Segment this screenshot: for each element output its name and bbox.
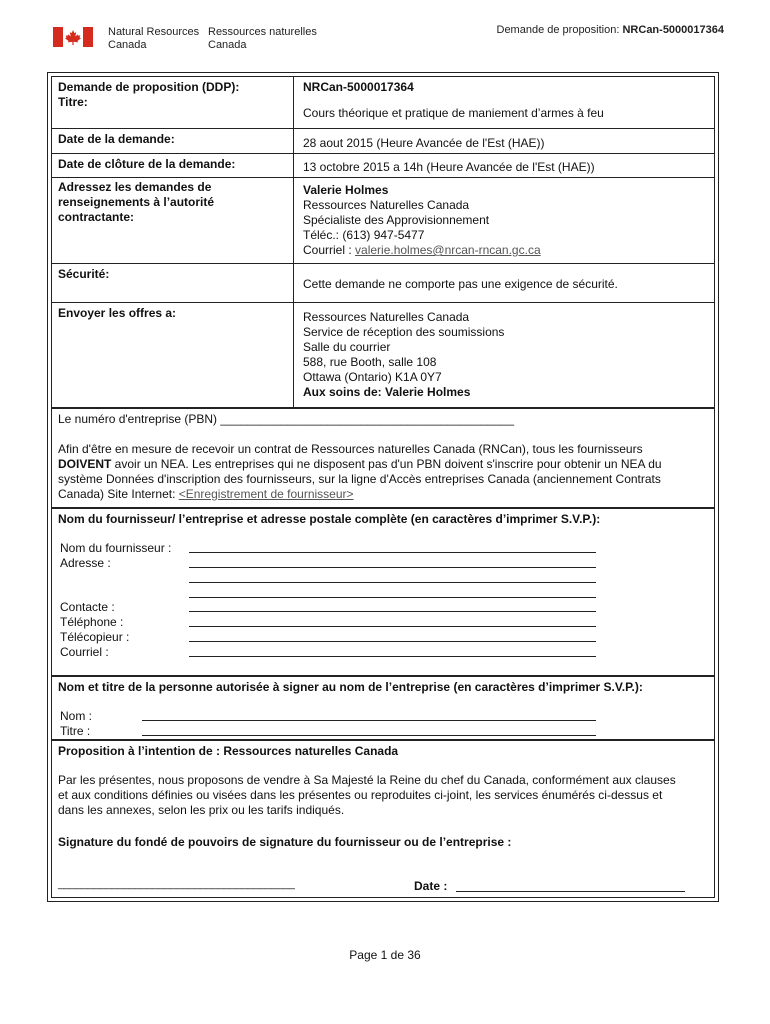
date-label: Date de la demande:: [58, 132, 175, 146]
closing-value: 13 octobre 2015 a 14h (Heure Avancée de l'Est (HAE)): [303, 160, 595, 174]
supplier-email-label: Courriel :: [60, 645, 109, 659]
signatory-title-field[interactable]: [142, 735, 596, 736]
supplier-phone-label: Téléphone :: [60, 615, 124, 629]
contact-label: Adressez les demandes de renseignements à l’autorité contractante:: [58, 180, 215, 224]
department-name-french: Ressources naturelles Canada: [208, 26, 317, 51]
supplier-phone-field[interactable]: [189, 626, 596, 627]
contact-email-link[interactable]: valerie.holmes@nrcan-rncan.gc.ca: [355, 243, 541, 257]
send-label: Envoyer les offres a:: [58, 306, 177, 320]
supplier-section: [51, 508, 715, 676]
signatory-title-label: Titre :: [60, 724, 91, 738]
supplier-contact-label: Contacte :: [60, 600, 115, 614]
supplier-fax-label: Télécopieur :: [60, 630, 130, 644]
supplier-name-field[interactable]: [189, 552, 596, 553]
proposal-heading: Proposition à l’intention de : Ressources naturelles Canada: [58, 744, 399, 758]
supplier-address-label: Adresse :: [60, 556, 111, 570]
pbn-section: [51, 408, 715, 508]
supplier-email-field[interactable]: [189, 656, 596, 657]
date-field-label: Date :: [414, 879, 448, 893]
signatory-name-label: Nom :: [60, 709, 93, 723]
send-address: Ressources Naturelles Canada Service de réception des soumissions Salle du courrier 588, rue Booth, salle 108 Ottawa (Ontario) K1A 0Y7 Aux soins de: Valerie Holmes: [303, 310, 505, 399]
supplier-registration-link[interactable]: <Enregistrement de fournisseur>: [178, 487, 354, 501]
date-field[interactable]: [456, 891, 685, 892]
ddp-value: NRCan-5000017364: [303, 80, 414, 94]
title-label: Titre:: [58, 95, 88, 109]
closing-label: Date de clôture de la demande:: [58, 157, 236, 171]
supplier-heading: Nom du fournisseur/ l’entreprise et adresse postale complète (en caractères d’imprimer S.V.P.):: [58, 512, 601, 526]
signature-field[interactable]: ________________________________________: [58, 878, 295, 890]
signatory-section: [51, 676, 715, 740]
contact-block: Valerie Holmes Ressources Naturelles Canada Spécialiste des Approvisionnement Téléc.: (613) 947-5477 Courriel : valerie.holmes@nrcan-rncan.gc.ca: [303, 183, 541, 257]
canada-flag-icon: [53, 27, 93, 47]
pbn-text: Afin d'être en mesure de recevoir un contrat de Ressources naturelles Canada (RNCan), tous les fournisseurs DOIVENT avoir un NEA. Les entreprises qui ne disposent pas d'un PBN doivent s'inscrire pour obtenir un NEA du système Données d'inscription des fournisseurs, sur la ligne d'Accès entreprises Canada (anciennement Contrats Canada) Site Internet: <Enregistrement de fournisseur>: [58, 442, 662, 501]
proposal-section: [51, 740, 715, 898]
supplier-address-field-1[interactable]: [189, 567, 596, 568]
supplier-address-field-3[interactable]: [189, 597, 596, 598]
signatory-heading: Nom et titre de la personne autorisée à signer au nom de l’entreprise (en caractères d’imprimer S.V.P.):: [58, 680, 643, 694]
signature-heading: Signature du fondé de pouvoirs de signature du fournisseur ou de l’entreprise :: [58, 835, 512, 849]
signatory-name-field[interactable]: [142, 720, 596, 721]
title-value: Cours théorique et pratique de maniement d’armes à feu: [303, 106, 604, 120]
supplier-contact-field[interactable]: [189, 611, 596, 612]
supplier-fax-field[interactable]: [189, 641, 596, 642]
security-value: Cette demande ne comporte pas une exigence de sécurité.: [303, 277, 618, 291]
date-value: 28 aout 2015 (Heure Avancée de l'Est (HAE)): [303, 136, 545, 150]
security-label: Sécurité:: [58, 267, 110, 281]
proposal-text: Par les présentes, nous proposons de vendre à Sa Majesté la Reine du chef du Canada, conformément aux clauses et aux conditions définies ou visées dans les présentes ou reproduites ci-joint, les services énumérés ci-dessus et dans les annexes, selon les prix ou les tarifs indiqués.: [58, 773, 676, 817]
info-table: [51, 76, 715, 408]
pbn-label: Le numéro d'entreprise (PBN) ____________________________________________: [58, 412, 515, 426]
supplier-name-label: Nom du fournisseur :: [60, 541, 172, 555]
ddp-label: Demande de proposition (DDP):: [58, 80, 240, 94]
page-number: Page 1 de 36: [349, 948, 421, 962]
supplier-address-field-2[interactable]: [189, 582, 596, 583]
department-name-english: Natural Resources Canada: [108, 26, 200, 51]
header-reference: Demande de proposition: NRCan-5000017364: [496, 24, 724, 36]
